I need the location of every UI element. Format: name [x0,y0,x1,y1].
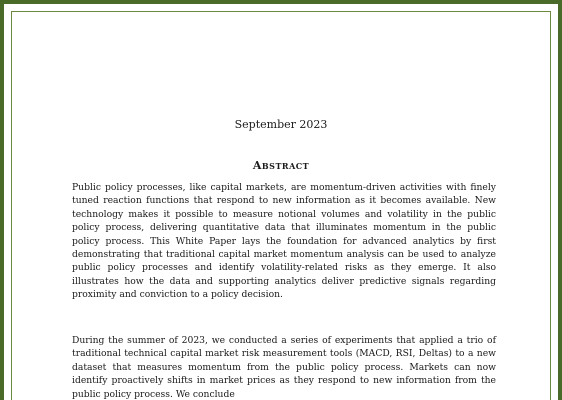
body-paragraph: During the summer of 2023, we conducted a series of experiments that applied a trio of traditional technical capital market risk measurement tools (MACD, RSI, Deltas) to a new dataset that measures momentum from the public policy process. Markets can now identify proactively shifts in market prices as they respond to new information from the public policy process. We conclude [72,335,496,400]
document-date: September 2023 [234,118,328,131]
abstract-paragraph: Public policy processes, like capital markets, are momentum-driven activities with finely tuned reaction functions that respond to new information as it becomes available. New technology makes it possible to measure notional volumes and volatility in the public policy process, delivering quantitative data that illuminates momentum in the public policy process. This White Paper lays the foundation for advanced analytics by first demonstrating that traditional capital market momentum analysis can be used to analyze public policy processes and identify volatility-related risks as they emerge. It also illustrates how the data and supporting analytics deliver predictive signals regarding proximity and conviction to a policy decision. [72,182,496,301]
abstract-heading: Abstract [252,159,310,172]
